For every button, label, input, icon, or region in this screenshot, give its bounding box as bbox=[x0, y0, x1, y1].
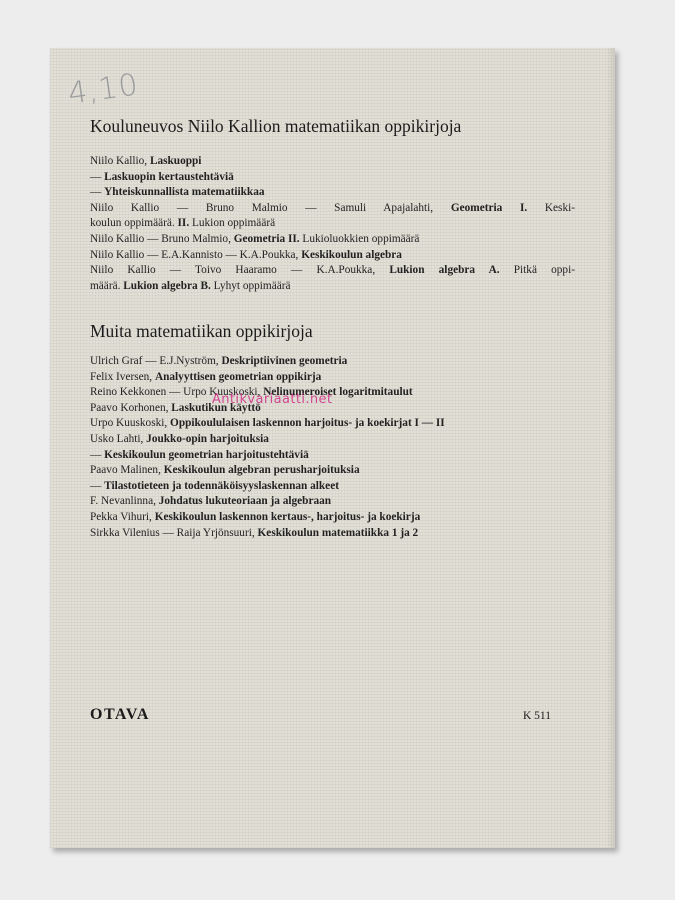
book-entry-line bbox=[90, 185, 575, 201]
book-author: — bbox=[90, 448, 105, 461]
watermark-text: Antikvariaatti.net bbox=[212, 392, 333, 407]
book-title: Keskikoulun algebran perusharjoituksia bbox=[163, 464, 360, 477]
book-author: Sirkka Vilenius — Raija Yrjönsuuri, bbox=[90, 526, 258, 539]
book-entry-line bbox=[90, 401, 575, 417]
book-entry-line bbox=[90, 432, 575, 448]
book-title: Laskuoppi bbox=[149, 155, 202, 167]
catalog-code: K 511 bbox=[523, 710, 552, 722]
book-entry-line bbox=[90, 170, 575, 186]
book-entry-line bbox=[90, 448, 575, 464]
book-title: Keskikoulun geometrian harjoitustehtäviä bbox=[104, 448, 309, 461]
book-entry-line bbox=[90, 463, 575, 479]
book-entry-line bbox=[90, 216, 575, 232]
book-author: koulun oppimäärä. bbox=[90, 217, 178, 230]
book-title: Keskikoulun algebra bbox=[301, 248, 402, 261]
book-title: Lukion algebra A. bbox=[389, 264, 500, 277]
book-author: määrä. bbox=[90, 279, 124, 292]
book-author: Niilo Kallio — Bruno Malmio, bbox=[90, 232, 234, 245]
book-entry-line bbox=[90, 201, 575, 217]
book-entry-line bbox=[90, 154, 575, 170]
book-entry-line bbox=[90, 416, 575, 432]
book-author: Usko Lahti, bbox=[90, 432, 147, 445]
book-author: Urpo Kuuskoski, bbox=[90, 417, 171, 430]
book-entry-line bbox=[90, 385, 575, 401]
book-entry-line bbox=[90, 370, 575, 386]
book-author: Paavo Korhonen, bbox=[90, 401, 172, 414]
book-title: Laskuopin kertaustehtäviä bbox=[104, 170, 234, 183]
book-author: Niilo Kallio — E.A.Kannisto — K.A.Poukka, bbox=[90, 248, 302, 261]
book-title: Joukko-opin harjoituksia bbox=[146, 432, 269, 445]
book-author: F. Nevanlinna, bbox=[90, 495, 159, 508]
book-title: II. bbox=[177, 217, 190, 230]
book-entry-line bbox=[90, 263, 575, 279]
book-title: Oppikoululaisen laskennon harjoitus- ja koekirjat I — II bbox=[170, 417, 445, 430]
book-entry-line bbox=[90, 510, 575, 526]
book-author: — bbox=[90, 479, 105, 492]
book-author: Ulrich Graf — E.J.Nyström, bbox=[90, 355, 222, 367]
book-title: Lukion algebra B. bbox=[123, 279, 211, 292]
book-author: Lyhyt oppimäärä bbox=[210, 279, 291, 292]
section2-heading: Muita matematiikan oppikirjoja bbox=[90, 321, 313, 341]
book-author: Niilo Kallio — Toivo Haaramo — K.A.Poukka, bbox=[90, 264, 390, 277]
book-author: Pitkä oppi- bbox=[499, 264, 575, 277]
book-title: Nelinumeroiset logaritmitaulut bbox=[263, 386, 413, 399]
book-entry-line bbox=[90, 279, 575, 295]
book-title: Laskutikun käyttö bbox=[171, 401, 261, 414]
book-author: — bbox=[90, 186, 105, 199]
section1-heading: Kouluneuvos Niilo Kallion matematiikan oppikirjoja bbox=[90, 116, 462, 136]
book-author: Lukioluokkien oppimäärä bbox=[299, 232, 420, 245]
book-author: Keski- bbox=[527, 201, 575, 214]
book-author: Felix Iversen, bbox=[90, 370, 155, 383]
book-entry-line bbox=[90, 248, 575, 264]
book-entry-line bbox=[90, 479, 575, 495]
book-entry-line bbox=[90, 494, 575, 510]
book-title: Johdatus lukuteoriaan ja algebraan bbox=[158, 495, 332, 508]
book-author: Reino Kekkonen — Urpo Kuuskoski, bbox=[90, 386, 264, 399]
book-title: Analyyttisen geometrian oppikirja bbox=[154, 370, 322, 383]
section2-book-list bbox=[90, 354, 575, 541]
book-entry-line bbox=[90, 232, 575, 248]
book-title: Keskikoulun matematiikka 1 ja 2 bbox=[257, 526, 419, 539]
book-entry-line bbox=[90, 354, 575, 370]
section1-book-list bbox=[90, 154, 575, 294]
book-title: Tilastotieteen ja todennäköisyyslaskennan alkeet bbox=[104, 479, 339, 492]
handwritten-price-note: 4,10 bbox=[65, 67, 141, 112]
book-author: Niilo Kallio — Bruno Malmio — Samuli Apajalahti, bbox=[90, 201, 451, 214]
book-author: Paavo Malinen, bbox=[90, 464, 164, 477]
book-author: Lukion oppimäärä bbox=[189, 217, 276, 230]
cover-edge bbox=[606, 48, 613, 848]
book-title: Geometria I. bbox=[450, 201, 528, 214]
book-title: Yhteiskunnallista matematiikkaa bbox=[104, 186, 265, 199]
book-author: Pekka Vihuri, bbox=[90, 510, 155, 523]
book-title: Deskriptiivinen geometria bbox=[221, 355, 348, 367]
book-author: — bbox=[90, 170, 105, 183]
book-title: Geometria II. bbox=[233, 232, 300, 245]
book-title: Keskikoulun laskennon kertaus-, harjoitus- ja koekirja bbox=[154, 510, 421, 523]
book-back-cover bbox=[50, 48, 615, 848]
book-author: Niilo Kallio, bbox=[90, 155, 150, 167]
book-entry-line bbox=[90, 526, 575, 542]
publisher-name: OTAVA bbox=[90, 706, 150, 723]
